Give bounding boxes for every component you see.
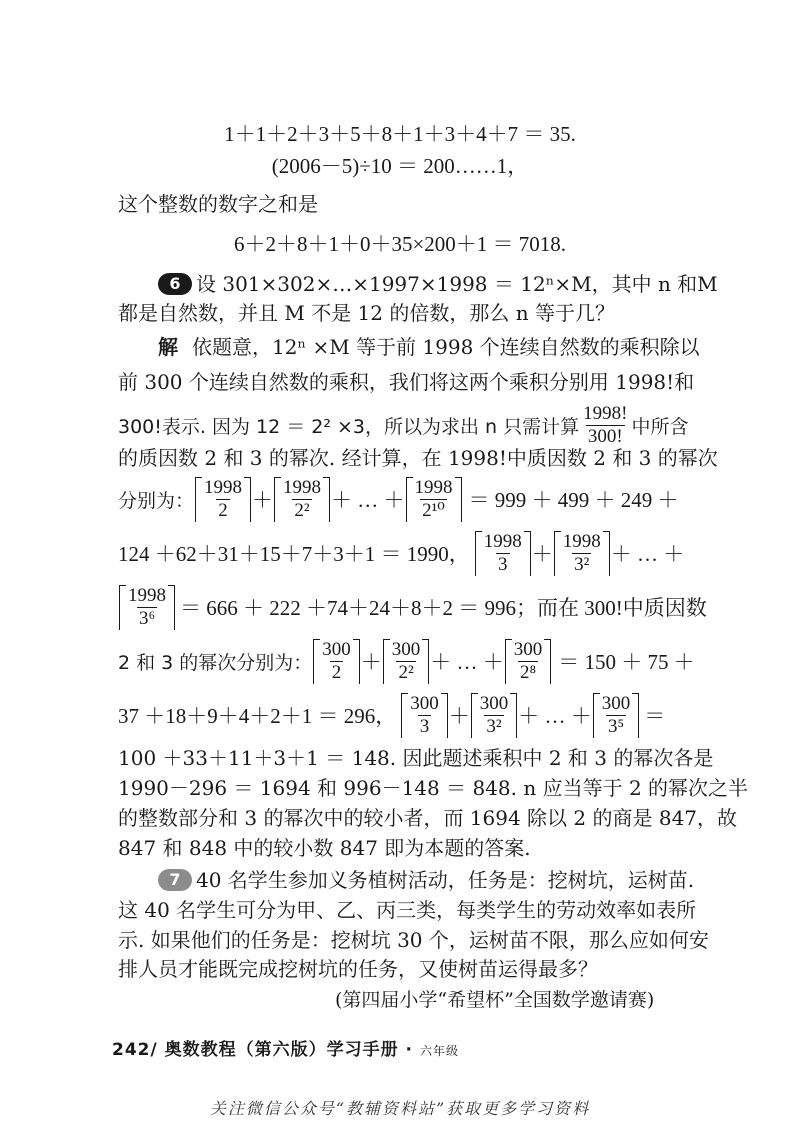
floor-300-over-3-pow5: 300 3⁵: [593, 693, 640, 738]
page-footer: [112, 1035, 459, 1060]
page-number: 242: [112, 1040, 151, 1060]
problem-6-text: 设 301×302×…×1997×1998 ＝ 12ⁿ×M，其中 n 和M: [196, 272, 718, 296]
solution-line-13: 847 和 848 中的较小数 847 即为本题的答案.: [118, 836, 531, 860]
equation-division: (2006－5)÷10 ＝ 200……1，: [271, 154, 529, 178]
floor-1998-over-3-pow6: 1998 3⁶: [119, 585, 175, 630]
solution-line-12: 的整数部分和 3 的幂次中的较小者，而 1694 除以 2 的商是 847，故: [118, 806, 738, 830]
solution-line-11: 1990－296 ＝ 1694 和 996－148 ＝ 848. n 应当等于 2 的幂次之半: [118, 776, 749, 800]
solution-label: 解: [158, 335, 178, 359]
fraction-1998-over-300: 1998! 300!: [583, 402, 628, 447]
problem-source: (第四届小学“希望杯”全国数学邀请赛): [335, 989, 655, 1011]
solution-line-5: 分别为： 1998 2 ＋ 1998 2² ＋ … ＋ 1998 2¹⁰ ＝ 999 ＋ 499 ＋ 249 ＋: [118, 476, 679, 521]
problem-number-badge: 7: [158, 869, 192, 891]
solution-line-2: 前 300 个连续自然数的乘积，我们将这两个乘积分别用 1998!和: [118, 370, 695, 394]
solution-text: 300!表示. 因为 12 ＝ 2² ×3，所以为求出 n 只需计算: [118, 415, 580, 438]
problem-7-text: 40 名学生参加义务植树活动，任务是：挖树坑，运树苗.: [196, 868, 695, 892]
solution-line-9: 37 ＋18＋9＋4＋2＋1 ＝ 296， 300 3 ＋ 300 3² ＋ … ＋ 300 3⁵ ＝: [118, 692, 666, 737]
solution-line-6: 124 ＋62＋31＋15＋7＋3＋1 ＝ 1990， 1998 3 ＋ 1998 3² ＋ … ＋: [118, 530, 685, 575]
problem-7-line-3: 示. 如果他们的任务是：挖树坑 30 个，运树苗不限，那么应如何安: [118, 928, 709, 952]
equation-digit-sum: 1＋1＋2＋3＋5＋8＋1＋3＋4＋7 ＝ 35.: [224, 122, 576, 146]
digit-sum-intro: 这个整数的数字之和是: [118, 192, 318, 216]
floor-1998-over-3-squared: 1998 3²: [554, 531, 610, 576]
floor-1998-over-2-squared: 1998 2²: [274, 477, 330, 522]
equation-digit-total: 6＋2＋8＋1＋0＋35×200＋1 ＝ 7018.: [233, 232, 567, 256]
floor-1998-over-2-pow10: 1998 2¹⁰: [406, 477, 462, 522]
floor-1998-over-2: 1998 2: [195, 477, 251, 522]
floor-300-over-3: 300 3: [401, 693, 448, 738]
floor-300-over-3-squared: 300 3²: [471, 693, 518, 738]
solution-text: 中所含: [631, 415, 689, 438]
grade-label: 六年级: [419, 1044, 459, 1058]
problem-7-line-4: 排人员才能既完成挖树坑的任务，又使树苗运得最多？: [118, 957, 598, 981]
floor-300-over-2-squared: 300 2²: [383, 639, 430, 684]
problem-6-line-1: [158, 270, 718, 298]
problem-6-line-2: 都是自然数，并且 M 不是 12 的倍数，那么 n 等于几？: [118, 301, 615, 325]
floor-300-over-2-pow8: 300 2⁸: [505, 639, 552, 684]
solution-line-4: 的质因数 2 和 3 的幂次. 经计算，在 1998!中质因数 2 和 3 的幂次: [118, 446, 718, 470]
floor-300-over-2: 300 2: [313, 639, 360, 684]
solution-line-8: 2 和 3 的幂次分别为： 300 2 ＋ 300 2² ＋ … ＋ 300 2⁸ ＝ 150 ＋ 75 ＋: [118, 638, 695, 683]
watermark-text: 关注微信公众号“教辅资料站”获取更多学习资料: [209, 1099, 591, 1118]
floor-1998-over-3: 1998 3: [475, 531, 531, 576]
solution-line-1: [158, 333, 700, 361]
solution-line-10: 100 ＋33＋11＋3＋1 ＝ 148. 因此题述乘积中 2 和 3 的幂次各是: [118, 746, 714, 770]
book-title: / 奥数教程（第六版）学习手册 ·: [150, 1040, 414, 1060]
problem-number-badge: 6: [158, 273, 192, 295]
problem-7-line-1: [158, 866, 694, 894]
solution-line-3: [118, 400, 688, 450]
problem-7-line-2: 这 40 名学生可分为甲、乙、丙三类，每类学生的劳动效率如表所: [118, 898, 697, 922]
solution-text: 依题意，12ⁿ ×M 等于前 1998 个连续自然数的乘积除以: [192, 335, 700, 359]
solution-line-7: 1998 3⁶ ＝ 666 ＋ 222 ＋74＋24＋8＋2 ＝ 996；而在 300!中质因数: [118, 582, 707, 632]
